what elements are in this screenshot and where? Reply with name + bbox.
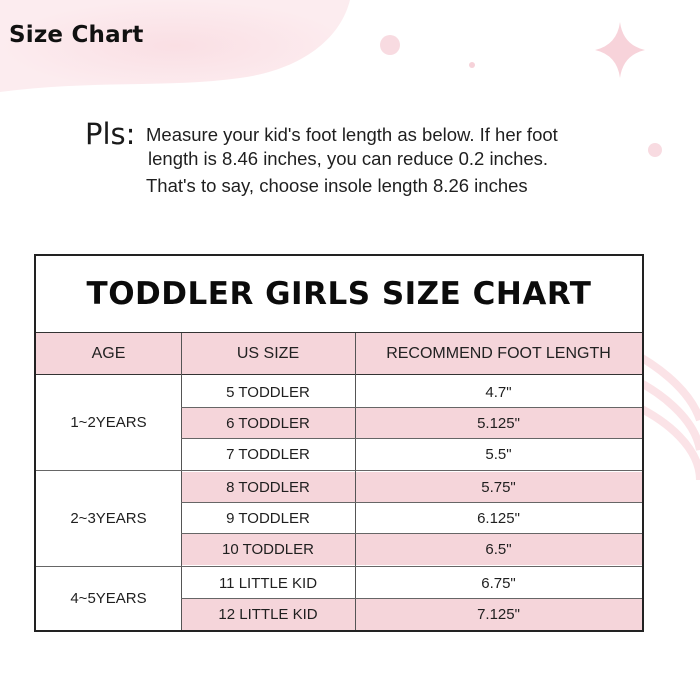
column-header-foot-length: RECOMMEND FOOT LENGTH xyxy=(355,333,642,375)
row-divider xyxy=(181,407,642,408)
note-text xyxy=(146,123,676,198)
size-cell: 12 LITTLE KID xyxy=(181,599,355,630)
column-divider xyxy=(181,333,182,630)
note-line: That's to say, choose insole length 8.26 inches xyxy=(146,175,528,196)
note-line: length is 8.46 inches, you can reduce 0.2 inches. xyxy=(148,148,549,169)
row-divider xyxy=(181,533,642,534)
dot-shape xyxy=(380,35,400,55)
length-cell: 5.5" xyxy=(485,446,512,463)
row-divider xyxy=(181,598,642,599)
age-cell: 4~5YEARS xyxy=(70,590,147,607)
size-cell: 9 TODDLER xyxy=(226,510,310,527)
table-title: TODDLER GIRLS SIZE CHART xyxy=(36,256,642,333)
page-title: Size Chart xyxy=(9,22,144,48)
size-cell: 8 TODDLER xyxy=(181,472,355,503)
dot-shape xyxy=(469,62,475,68)
length-cell: 7.125" xyxy=(355,599,642,630)
length-cell: 5.125" xyxy=(355,408,642,439)
size-cell: 5 TODDLER xyxy=(226,384,310,401)
age-cell: 1~2YEARS xyxy=(70,414,147,431)
size-cell: 7 TODDLER xyxy=(226,446,310,463)
group-divider xyxy=(36,470,642,471)
note-label: Pls: xyxy=(85,117,136,151)
column-header-us-size: US SIZE xyxy=(181,333,355,375)
length-cell: 4.7" xyxy=(485,384,512,401)
length-cell: 5.75" xyxy=(355,472,642,503)
size-cell: 10 TODDLER xyxy=(181,534,355,565)
note-line: Measure your kid's foot length as below. If her foot xyxy=(146,124,558,145)
length-cell: 6.5" xyxy=(355,534,642,565)
length-cell: 6.75" xyxy=(481,575,516,592)
size-cell: 6 TODDLER xyxy=(181,408,355,439)
length-cell: 6.125" xyxy=(477,510,520,527)
row-divider xyxy=(181,438,642,439)
size-chart-table xyxy=(34,254,644,632)
size-cell: 11 LITTLE KID xyxy=(218,575,318,592)
age-cell: 2~3YEARS xyxy=(70,510,147,527)
group-divider xyxy=(36,566,642,567)
row-divider xyxy=(181,502,642,503)
sparkle-icon xyxy=(595,22,645,78)
column-header-age: AGE xyxy=(36,333,181,375)
column-divider xyxy=(355,333,356,630)
